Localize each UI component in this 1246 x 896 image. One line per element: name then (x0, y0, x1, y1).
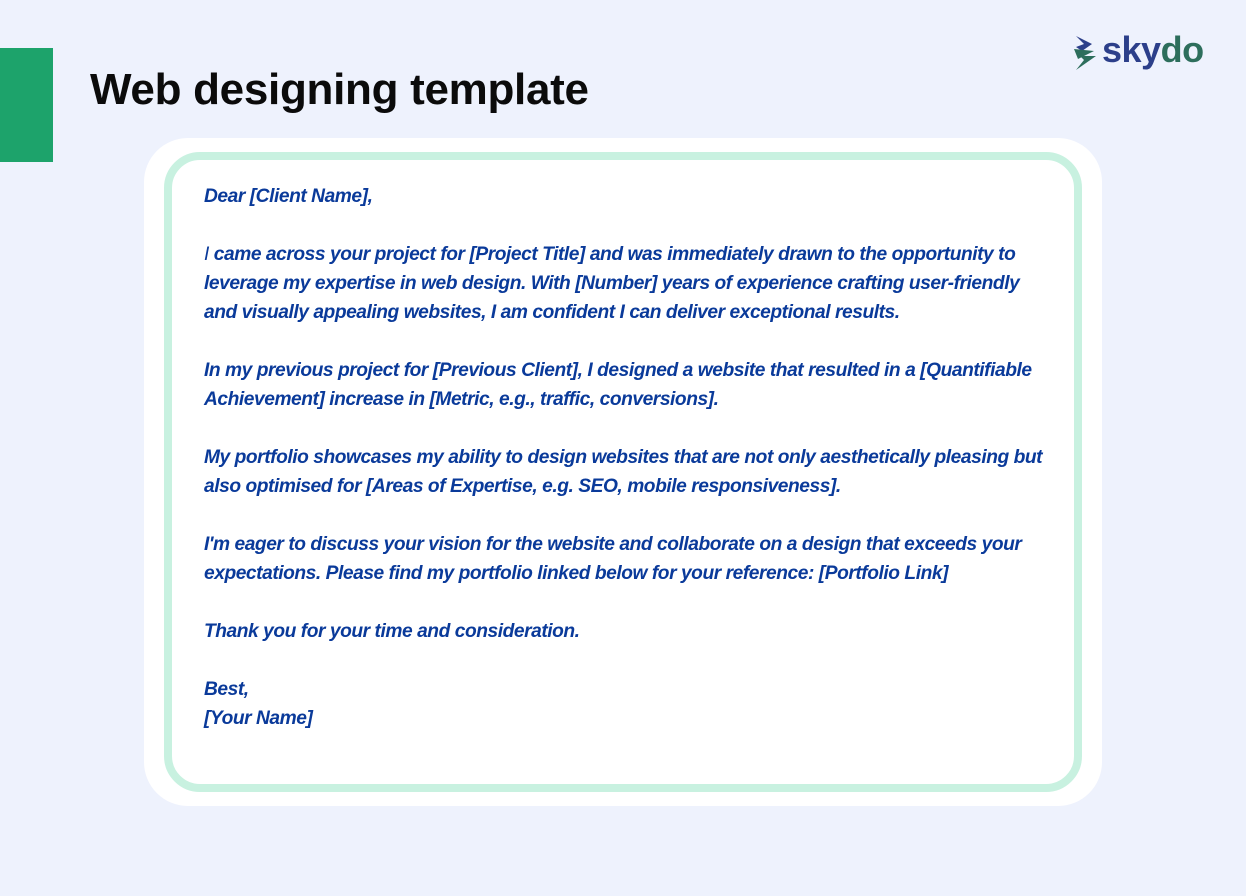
letter-paragraph-intro-first: I (204, 244, 209, 265)
page-title: Web designing template (90, 65, 589, 114)
brand-wordmark-main: sky (1102, 29, 1161, 70)
letter-paragraph-discussion: I'm eager to discuss your vision for the website and collaborate on a design that exceeds your expectations. Please find my portfolio linked below for your reference: [Portfolio Link] (204, 534, 1022, 584)
letter-paragraph-previous-project: In my previous project for [Previous Client], I designed a website that resulted in a [Quantifiable Achievement] increase in [Metric, e.g., traffic, conversions]. (204, 360, 1032, 410)
letter-paragraph-portfolio: My portfolio showcases my ability to design websites that are not only aesthetically pleasing but also optimised for [Areas of Expertise, e.g. SEO, mobile responsiveness]. (204, 447, 1043, 497)
letter-greeting: Dear [Client Name], (204, 186, 373, 207)
letter-body (204, 182, 1054, 733)
accent-bar (0, 48, 53, 162)
letter-signature: [Your Name] (204, 708, 313, 729)
letter-thanks: Thank you for your time and consideration. (204, 621, 580, 642)
letter-paragraph-intro (204, 240, 1054, 327)
brand-wordmark-tail: do (1160, 29, 1204, 70)
letter-paragraph-intro-rest: came across your project for [Project Title] and was immediately drawn to the opportunity to leverage my expertise in web design. With [Number] years of experience crafting user-friendly and visually appealing websites, I am confident I can deliver exceptional results. (204, 244, 1020, 323)
brand-logo (1070, 30, 1210, 74)
brand-wordmark (1102, 30, 1204, 70)
skydo-logo-icon (1070, 32, 1100, 72)
letter-signoff: Best, (204, 679, 249, 700)
